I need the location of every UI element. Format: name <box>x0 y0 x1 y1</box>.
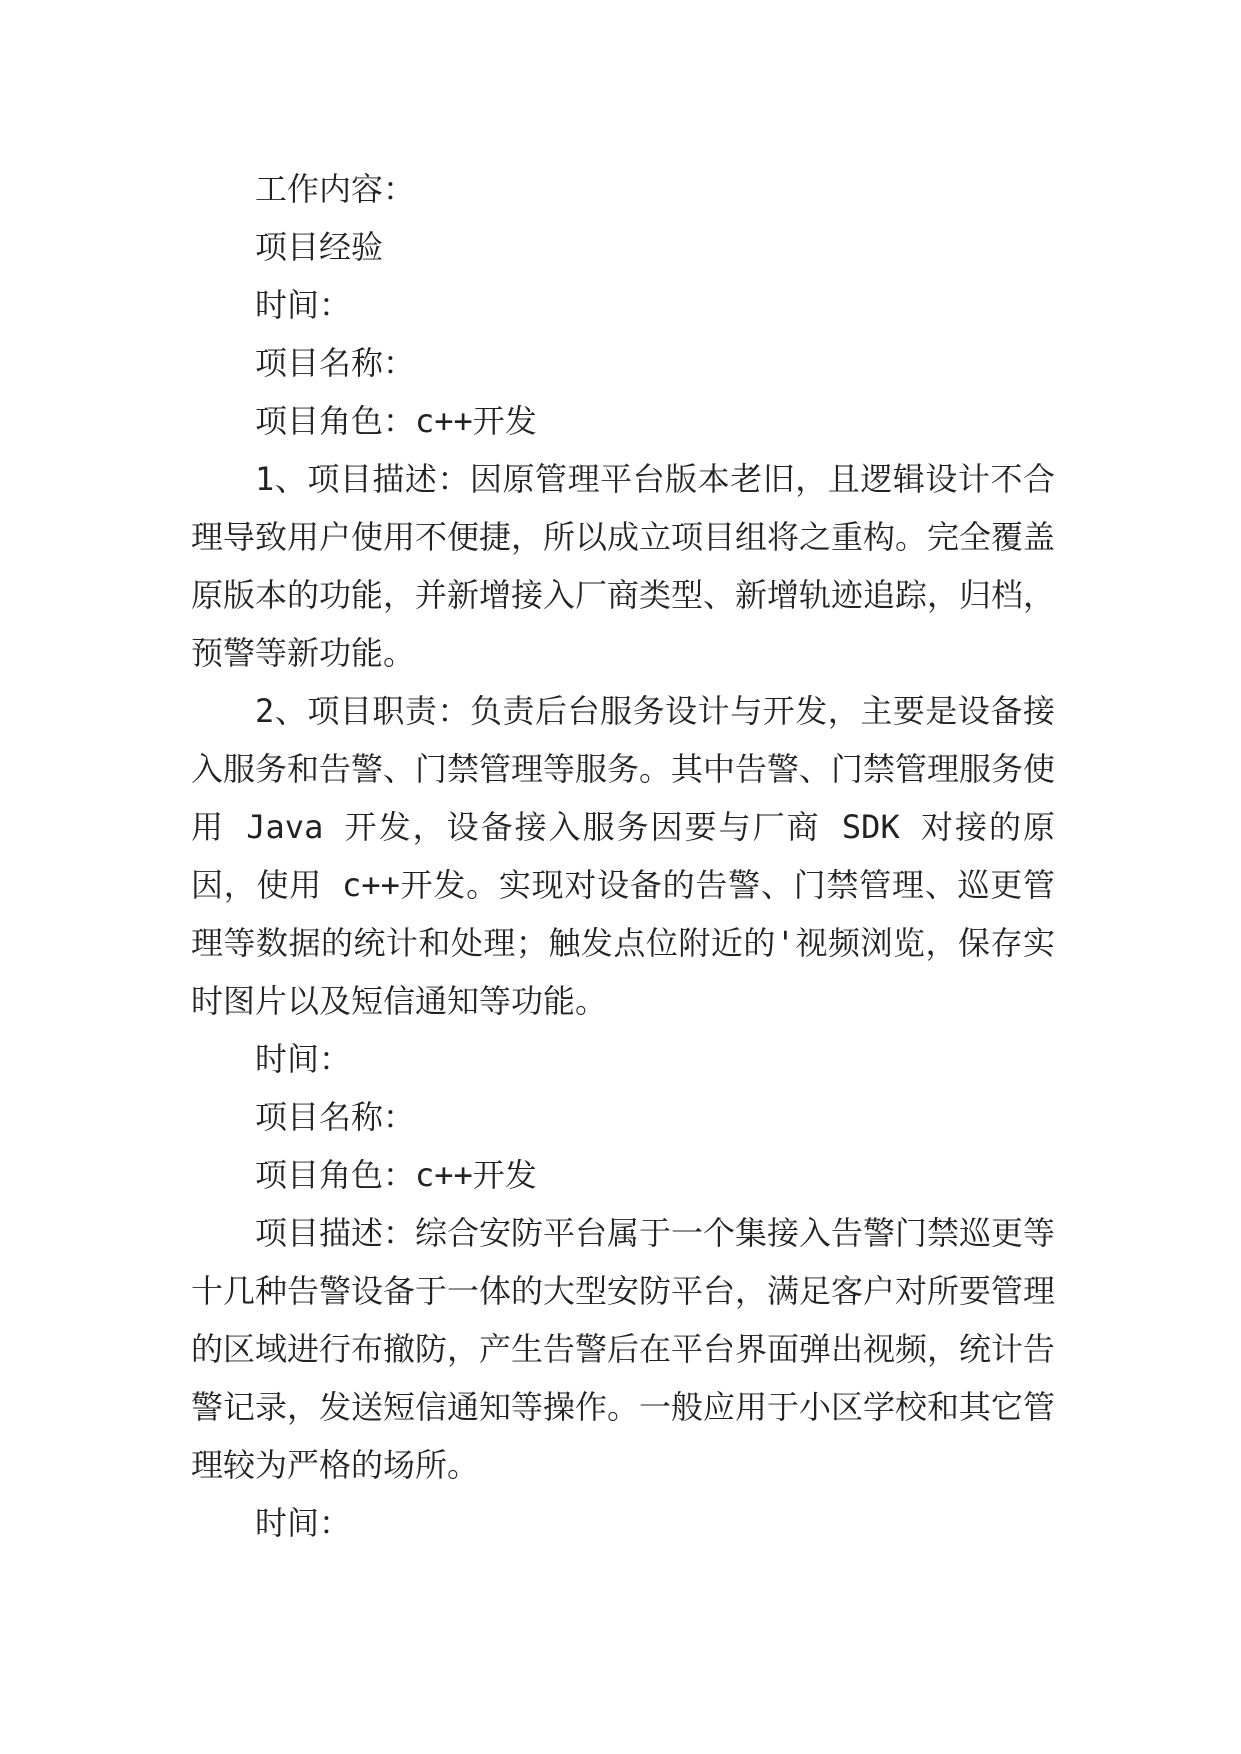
paragraph-work-content: 工作内容： <box>255 170 416 208</box>
paragraph-time-3: 时间： <box>255 1504 352 1542</box>
paragraph-time-1: 时间： <box>255 286 352 324</box>
paragraph-project-description-2: 项目描述：综合安防平台属于一个集接入告警门禁巡更等十几种告警设备于一体的大型安防平台，满足客户对所要管理的区域进行布撤防，产生告警后在平台界面弹出视频，统计告警记录，发送短信通知等操作。一般应用于小区学校和其它管理较为严格的场所。 <box>191 1214 1056 1484</box>
paragraph-project-experience: 项目经验 <box>255 228 384 266</box>
paragraph-project-role-1: 项目角色：c++开发 <box>255 402 537 440</box>
document-body <box>191 160 1055 1552</box>
paragraph-project-role-2: 项目角色：c++开发 <box>255 1156 537 1194</box>
paragraph-project-description-1: 1、项目描述：因原管理平台版本老旧，且逻辑设计不合理导致用户使用不便捷，所以成立项目组将之重构。完全覆盖原版本的功能，并新增接入厂商类型、新增轨迹追踪，归档，预警等新功能。 <box>191 460 1056 672</box>
paragraph-project-duties-1: 2、项目职责：负责后台服务设计与开发，主要是设备接入服务和告警、门禁管理等服务。其中告警、门禁管理服务使用 Java 开发，设备接入服务因要与厂商 SDK 对接的原因，使用 c++开发。实现对设备的告警、门禁管理、巡更管理等数据的统计和处理；触发点位附近的'视频浏览，保存实时图片以及短信通知等功能。 <box>191 692 1056 1020</box>
paragraph-project-name-1: 项目名称： <box>255 344 416 382</box>
paragraph-time-2: 时间： <box>255 1040 352 1078</box>
paragraph-project-name-2: 项目名称： <box>255 1098 416 1136</box>
